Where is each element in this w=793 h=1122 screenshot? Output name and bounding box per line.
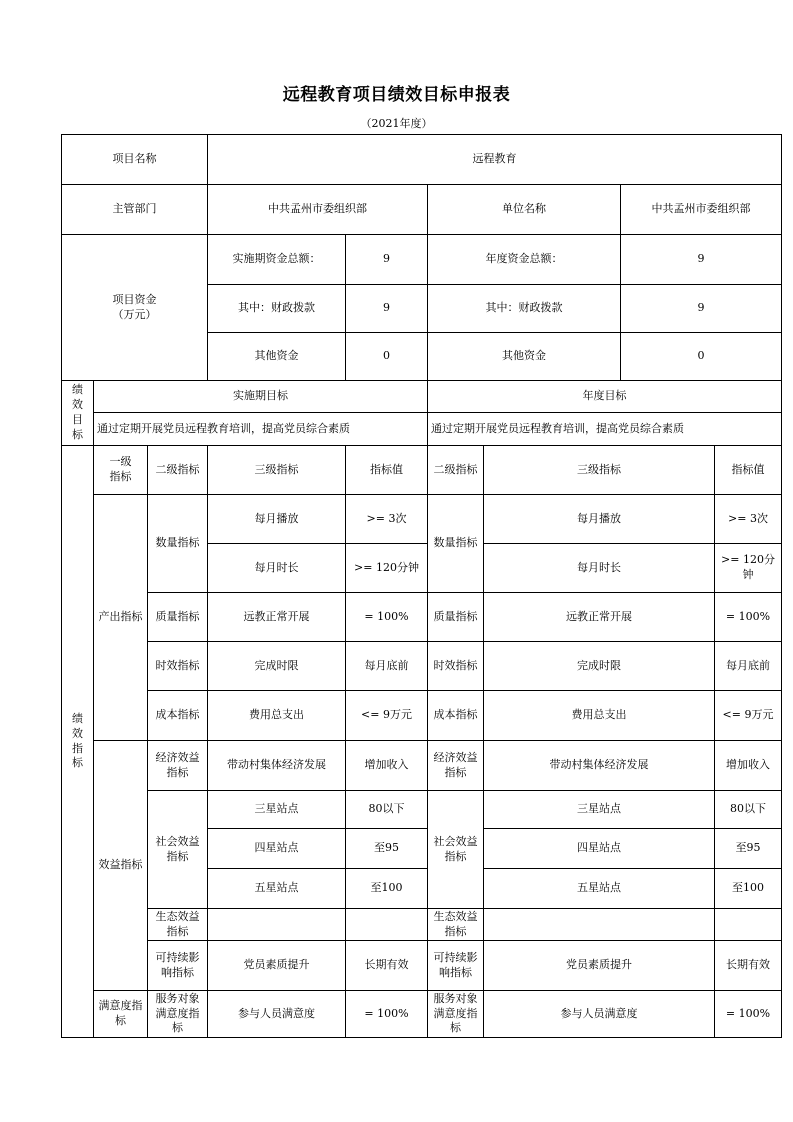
indicator-label-char: 效 bbox=[72, 726, 83, 740]
social-label-year-line2: 指标 bbox=[444, 849, 467, 863]
year-fiscal-value: 9 bbox=[621, 285, 782, 333]
cost-value: <= 9万元 bbox=[346, 691, 428, 741]
eco-item-year bbox=[484, 909, 715, 941]
monthly-time: 每月时长 bbox=[208, 544, 346, 593]
level3-header: 三级指标 bbox=[208, 446, 346, 495]
social-label-line2: 指标 bbox=[166, 849, 189, 863]
eco-value bbox=[346, 909, 428, 941]
sustain-value: 长期有效 bbox=[346, 941, 428, 991]
year-total-value: 9 bbox=[621, 235, 782, 285]
quality-item-year: 远教正常开展 bbox=[484, 593, 715, 642]
unit-label: 单位名称 bbox=[428, 185, 621, 235]
service-value-year: = 100% bbox=[715, 991, 782, 1038]
sustain-label-year-line2: 响指标 bbox=[439, 965, 472, 979]
timeliness-value-year: 每月底前 bbox=[715, 642, 782, 691]
sustain-label-line2: 响指标 bbox=[161, 965, 194, 979]
funds-label-line1: 项目资金 bbox=[112, 292, 157, 306]
goal-label-char: 标 bbox=[72, 427, 83, 441]
service-label-year-line2: 满意度指 bbox=[433, 1006, 478, 1020]
sustain-item-year: 党员素质提升 bbox=[484, 941, 715, 991]
economic-label-year-line2: 指标 bbox=[444, 765, 467, 779]
year-other-value: 0 bbox=[621, 333, 782, 381]
period-other-label: 其他资金 bbox=[208, 333, 346, 381]
level2-header: 二级指标 bbox=[148, 446, 208, 495]
eco-label-line1: 生态效益 bbox=[155, 909, 200, 923]
four-star-value: 至95 bbox=[346, 829, 428, 869]
cost-item: 费用总支出 bbox=[208, 691, 346, 741]
service-value: = 100% bbox=[346, 991, 428, 1038]
timeliness-label-year: 时效指标 bbox=[428, 642, 484, 691]
goal-period-header: 实施期目标 bbox=[94, 381, 428, 413]
service-item-year: 参与人员满意度 bbox=[484, 991, 715, 1038]
indicator-label bbox=[62, 446, 94, 1038]
eco-label bbox=[148, 909, 208, 941]
benefit-label: 效益指标 bbox=[94, 741, 148, 991]
goal-period-text: 通过定期开展党员远程教育培训，提高党员综合素质 bbox=[94, 413, 428, 446]
level2-header-year: 二级指标 bbox=[428, 446, 484, 495]
monthly-play-value-year: >= 3次 bbox=[715, 495, 782, 544]
year-total-label: 年度资金总额： bbox=[428, 235, 621, 285]
monthly-time-value-year: >= 120分钟 bbox=[715, 544, 782, 593]
dept-label: 主管部门 bbox=[62, 185, 208, 235]
eco-item bbox=[208, 909, 346, 941]
timeliness-item-year: 完成时限 bbox=[484, 642, 715, 691]
sustain-label-line1: 可持续影 bbox=[155, 950, 200, 964]
eco-value-year bbox=[715, 909, 782, 941]
year-other-label: 其他资金 bbox=[428, 333, 621, 381]
satisfaction-label-line2: 标 bbox=[115, 1014, 126, 1027]
goal-year-header: 年度目标 bbox=[428, 381, 782, 413]
timeliness-value: 每月底前 bbox=[346, 642, 428, 691]
funds-label-line2: （万元） bbox=[112, 307, 157, 321]
indicator-label-char: 标 bbox=[72, 756, 83, 770]
dept-value: 中共孟州市委组织部 bbox=[208, 185, 428, 235]
satisfaction-label-line1: 满意度指 bbox=[98, 999, 143, 1013]
cost-item-year: 费用总支出 bbox=[484, 691, 715, 741]
period-other-value: 0 bbox=[346, 333, 428, 381]
monthly-play-year: 每月播放 bbox=[484, 495, 715, 544]
service-label-line1: 服务对象 bbox=[155, 991, 200, 1005]
level1-header-line1: 一级 bbox=[109, 455, 132, 469]
goal-label-char: 目 bbox=[72, 413, 83, 426]
four-star-value-year: 至95 bbox=[715, 829, 782, 869]
period-fiscal-label: 其中：财政拨款 bbox=[208, 285, 346, 333]
monthly-time-value: >= 120分钟 bbox=[346, 544, 428, 593]
quantity-label-year: 数量指标 bbox=[428, 495, 484, 593]
level3-header-year: 三级指标 bbox=[484, 446, 715, 495]
monthly-time-year: 每月时长 bbox=[484, 544, 715, 593]
performance-goal-form bbox=[61, 134, 782, 1038]
eco-label-line2: 指标 bbox=[166, 924, 189, 938]
quality-value-year: = 100% bbox=[715, 593, 782, 642]
period-total-label: 实施期资金总额： bbox=[208, 235, 346, 285]
goal-label bbox=[62, 381, 94, 446]
five-star: 五星站点 bbox=[208, 869, 346, 909]
satisfaction-label bbox=[94, 991, 148, 1038]
quantity-label: 数量指标 bbox=[148, 495, 208, 593]
three-star-value: 80以下 bbox=[346, 791, 428, 829]
economic-label-line1: 经济效益 bbox=[155, 750, 200, 764]
quality-item: 远教正常开展 bbox=[208, 593, 346, 642]
social-label bbox=[148, 791, 208, 909]
economic-label bbox=[148, 741, 208, 791]
five-star-year: 五星站点 bbox=[484, 869, 715, 909]
service-label-year-line1: 服务对象 bbox=[433, 991, 478, 1005]
quality-label: 质量指标 bbox=[148, 593, 208, 642]
indicator-label-char: 指 bbox=[72, 741, 83, 755]
sustain-label-year bbox=[428, 941, 484, 991]
economic-value: 增加收入 bbox=[346, 741, 428, 791]
cost-value-year: <= 9万元 bbox=[715, 691, 782, 741]
value-header-year: 指标值 bbox=[715, 446, 782, 495]
service-label bbox=[148, 991, 208, 1038]
sustain-label-year-line1: 可持续影 bbox=[433, 950, 478, 964]
economic-item-year: 带动村集体经济发展 bbox=[484, 741, 715, 791]
social-label-year-line1: 社会效益 bbox=[433, 834, 478, 848]
cost-label: 成本指标 bbox=[148, 691, 208, 741]
sustain-value-year: 长期有效 bbox=[715, 941, 782, 991]
sustain-label bbox=[148, 941, 208, 991]
service-label-year bbox=[428, 991, 484, 1038]
monthly-play: 每月播放 bbox=[208, 495, 346, 544]
economic-label-year-line1: 经济效益 bbox=[433, 750, 478, 764]
social-label-line1: 社会效益 bbox=[155, 834, 200, 848]
goal-label-char: 效 bbox=[72, 398, 83, 412]
quality-value: = 100% bbox=[346, 593, 428, 642]
timeliness-item: 完成时限 bbox=[208, 642, 346, 691]
eco-label-year-line2: 指标 bbox=[444, 924, 467, 938]
indicator-label-char: 绩 bbox=[72, 711, 83, 725]
three-star-year: 三星站点 bbox=[484, 791, 715, 829]
project-name-label: 项目名称 bbox=[62, 135, 208, 185]
sustain-item: 党员素质提升 bbox=[208, 941, 346, 991]
level1-header-line2: 指标 bbox=[109, 470, 132, 483]
timeliness-label: 时效指标 bbox=[148, 642, 208, 691]
year-fiscal-label: 其中：财政拨款 bbox=[428, 285, 621, 333]
goal-label-char: 绩 bbox=[72, 383, 83, 397]
eco-label-year-line1: 生态效益 bbox=[433, 909, 478, 923]
five-star-value-year: 至100 bbox=[715, 869, 782, 909]
five-star-value: 至100 bbox=[346, 869, 428, 909]
level1-header bbox=[94, 446, 148, 495]
page-title: 远程教育项目绩效目标申报表 bbox=[282, 85, 511, 105]
service-label-line2: 满意度指 bbox=[155, 1006, 200, 1020]
goal-year-text: 通过定期开展党员远程教育培训，提高党员综合素质 bbox=[428, 413, 782, 446]
eco-label-year bbox=[428, 909, 484, 941]
report-year: （2021年度） bbox=[360, 117, 433, 130]
quality-label-year: 质量指标 bbox=[428, 593, 484, 642]
service-label-line3: 标 bbox=[172, 1021, 183, 1035]
output-label: 产出指标 bbox=[94, 495, 148, 741]
period-total-value: 9 bbox=[346, 235, 428, 285]
funds-label bbox=[62, 235, 208, 381]
service-item: 参与人员满意度 bbox=[208, 991, 346, 1038]
economic-value-year: 增加收入 bbox=[715, 741, 782, 791]
cost-label-year: 成本指标 bbox=[428, 691, 484, 741]
economic-item: 带动村集体经济发展 bbox=[208, 741, 346, 791]
three-star-value-year: 80以下 bbox=[715, 791, 782, 829]
economic-label-year bbox=[428, 741, 484, 791]
project-name-value: 远程教育 bbox=[208, 135, 782, 185]
monthly-play-value: >= 3次 bbox=[346, 495, 428, 544]
value-header: 指标值 bbox=[346, 446, 428, 495]
four-star: 四星站点 bbox=[208, 829, 346, 869]
four-star-year: 四星站点 bbox=[484, 829, 715, 869]
service-label-year-line3: 标 bbox=[450, 1021, 461, 1035]
period-fiscal-value: 9 bbox=[346, 285, 428, 333]
unit-value: 中共孟州市委组织部 bbox=[621, 185, 782, 235]
economic-label-line2: 指标 bbox=[166, 765, 189, 779]
three-star: 三星站点 bbox=[208, 791, 346, 829]
social-label-year bbox=[428, 791, 484, 909]
